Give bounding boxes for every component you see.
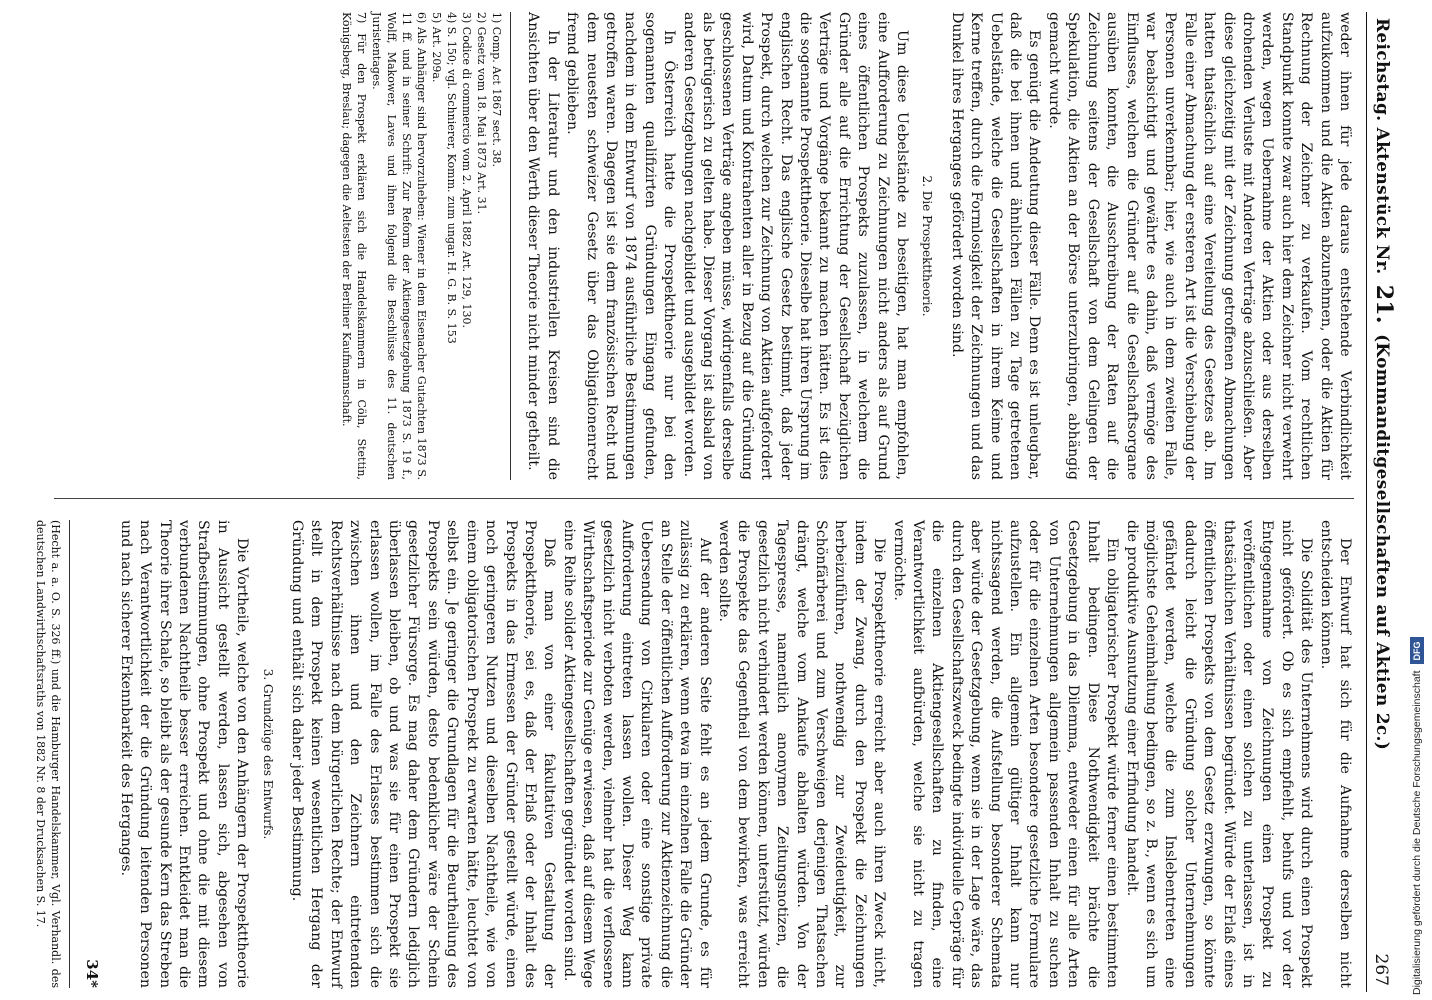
credit-text: Digitalisierung gefördert durch die Deutsche Forschungsgemeinschaft	[1411, 670, 1423, 995]
footnote: 3) Codice di commercio vom 2. April 1882 Art. 129, 130.	[459, 12, 473, 328]
footnote: 6) Als Anhänger sind hervorzuheben: Wiener in dem Eisenacher Gutachten 1873 S. 11 ff. und in seiner Schrift: Zur Reform der Aktiengesetzgebung 1873 S. 19 f., Wolff, Makower, Laves und ihnen folgend die Beschlüsse des 11. deutschen Juristentages.	[369, 12, 428, 480]
right-paragraph: Der Entwurf hat sich für die Aufnahme derselben nicht entscheiden können.	[1317, 520, 1353, 988]
left-footnotes	[339, 12, 511, 480]
footnote: 1) Comp. Act 1867 sect. 38.	[489, 12, 503, 168]
right-paragraph: Auf der anderen Seite fehlt es an jedem Grunde, es für zulässig zu erklären, wenn etwa im einzelnen Falle die Gründer an Stelle der öffentlichen Aufforderung zur Aktienzeichnung die Uebersendung von Cirkularen oder eine sonstige private Aufforderung eintreten lassen wollen. Dieser Weg kann gesetzlich nicht verboten werden, vielmehr hat die verflossene Wirthschaftsperiode zur Genüge erwiesen, daß auf diesem Wege eine Reihe solider Aktiengesellschaften gegründet worden sind.	[560, 520, 713, 988]
dfg-logo: DFG	[1410, 637, 1424, 664]
right-paragraph: Daß man von einer fakultativen Gestaltung der Prospekttheorie, sei es, daß der Erlaß oder der Inhalt des Prospekts in das Ermessen der Gründer gestellt würde, einen noch geringeren Nutzen und dieselben Nachtheile, wie von einem obligatorischen Prospekt zu erwarten hätte, leuchtet von selbst ein. Je geringer die Grundlagen für die Beurtheilung des Prospekts sein würden, desto bedenklicher wäre der Schein gesetzlicher Fürsorge. Es mag daher dem Gründern lediglich überlassen bleiben, ob und was sie für einen Prospekt sie erlassen wollen, im Falle des Erlasses bestimmen sich die zwischen ihnen und den Zeichnern eintretenden Rechtsverhältnisse nach dem bürgerlichen Rechte; der Entwurf stellt in dem Prospekt keinen wesentlichen Hergang der Gründung und enthält sich daher jeder Bestimmung.	[289, 520, 558, 988]
left-paragraph: In Österreich hatte die Prospekttheorie nur bei den sogenannten qualifizirten Gründungen Eingang gefunden, nachdem in dem Entwurf von 1874 ausführliche Bestimmungen getroffen waren. Dagegen ist sie dem französischen Recht und dem neuesten schweizer Gesetz über das Obligationenrecht fremd geblieben.	[564, 12, 678, 480]
header-title	[1371, 18, 1397, 750]
right-column	[33, 520, 1354, 988]
page-number: 267	[1371, 953, 1391, 986]
footnote: 4) S. 150; vgl. Schnierer, Komm. zum ungar. H. G. B. S. 153	[444, 12, 458, 344]
right-footnotes	[33, 520, 70, 988]
right-paragraph: Die Vortheile, welche von den Anhängern der Prospekttheorie in Aussicht gestellt werden, lassen sich, abgesehen von Strafbestimmungen, ohne Prospekt und ohne die mit diesem verbundenen Nachtheile besser erreichen. Entkleidet man die Theorie ihrer Schale, so bleibt als der gesunde Kern das Streben nach Verantwortlichkeit der die Gründung leitenden Personen und nach sicherer Erkennbarkeit des Herganges.	[117, 520, 251, 988]
left-paragraph: Es genügt die Andeutung dieser Fälle. Denn es ist unleugbar, daß die bei ihnen und ähnlichen Fällen zu Tage getretenen Uebelstände, welche die Gesellschaften in ihrem Keime und Kerne treffen, durch die Formlosigkeit der Zeichnungen und das Dunkel ihres Herganges gefördert worden sind.	[948, 12, 1043, 480]
left-paragraph: Um diese Uebelstände zu beseitigen, hat man empfohlen, eine Aufforderung zu Zeichnungen nicht anders als auf Grund eines öffentlichen Prospekts zuzulassen, in welchem die Gründer alle auf die Errichtung der Gesellschaft bezüglichen Verträge und Vorgänge bekannt zu machen hätten. Es ist dies die sogenannte Prospekttheorie. Dieselbe hat ihren Ursprung im englischen Recht. Das englische Gesetz bestimmt, daß jeder Prospekt, durch welchen zur Zeichnung von Aktien aufgefordert wird, Datum und Kontrahenten aller in Bezug auf die Gründung geschlossenen Verträge angeben müsse, widrigenfalls derselbe als betrügerisch zu gelten habe. Dieser Vorgang ist alsbald von anderen Gesetzgebungen nachgebildet und ausgebildet worden.	[680, 12, 911, 480]
document-number: 21.	[1371, 284, 1397, 324]
right-paragraph: Die Solidität des Unternehmens wird durch einen Prospekt nicht gefördert. Ob es sich empfiehlt, behufs und vor der Entgegennahme von Zeichnungen einen Prospekt zu veröffentlichen oder einen solchen zu unterlassen, ist in thatsächlichen Verhältnissen begründet. Würde der Erlaß eines öffentlichen Prospekts von dem Gesetz erzwungen, so könnte dadurch leicht die Gründung solcher Unternehmungen gefährdet werden, welche die zum Inslebentreten eine möglichste Geheimhaltung bedingen, so z. B., wenn es sich um die produktive Ausnutzung einer Erfindung handelt.	[1123, 520, 1315, 988]
left-paragraph: weder ihnen für jede daraus entstehende Verbindlichkeit aufzukommen und die Aktien abzunehmen, oder die Aktien für Rechnung der Zeichner zu verkaufen. Vom rechtlichen Standpunkt konnte zwar auch hier dem Zeichner nicht verwehrt werden, wegen Uebernahme der Aktien oder aus derselben drohenden Verluste mit Anderen Verträge abzuschließen. Aber diese gleichzeitig mit der Zeichnung getroffenen Abmachungen hatten thatsächlich auf eine Vereitelung des Gesetzes ab. Im Falle einer Abmachung der ersteren Art ist die Verschiebung der Personen unverkennbar; hier, wie auch in dem zweiten Falle, war beabsichtigt und gewährte es dahin, daß vermöge des Einflusses, welchen die Gründer auf die Gesellschaftsorgane ausüben konnten, die Ausschreibung der Raten auf die Zeichnung seitens der Gesellschaft von dem Gelingen der Spekulation, die Aktien an der Börse unterzubringen, abhängig gemacht wurde.	[1045, 12, 1353, 480]
left-paragraph: In der Literatur und den industriellen Kreisen sind die Ansichten über den Werth dieser Theorie nicht minder getheilt.	[525, 12, 561, 480]
left-column	[339, 12, 1354, 480]
header-left-text: Reichstag. Aktenstück Nr.	[1372, 18, 1392, 275]
footnote: 2) Gesetz vom 18. Mai 1873 Art. 31.	[474, 12, 488, 215]
right-paragraph: Ein obligatorischer Prospekt würde ferner einen bestimmten Inhalt bedingen. Diese Nothwendigkeit brächte die Gesetzgebung in das Dilemma, entweder einen für alle Arten von Unternehmungen allgemein passenden Inhalt zu suchen oder für die einzelnen Arten besondere gesetzliche Formulare aufzustellen. Ein allgemein gültiger Inhalt kann nur nichtssagend werden, die Aufstellung besonderer Schemata aber würde der Gesetzgebung, wenn sie in der Lage wäre, das durch den Gesellschaftszweck bedingte individuelle Gepräge für die einzelnen Aktiengesellschaften zu finden, eine Verantwortlichkeit aufbürden, welche sie nicht zu tragen vermöchte.	[890, 520, 1121, 988]
footnote: 7) Für den Prospekt erklären sich die Handelskammern in Cöln, Stettin, Königsberg, Breslau; dagegen die Aeltesten der Berliner Kaufmannschaft.	[339, 12, 368, 480]
rotated-page-content	[30, 12, 1400, 992]
footnote: (Hecht a. a. O. S. 326 ff.) und die Hamburger Handelskammer, Vgl. Verhandl. des deutschen Landwirthschaftsraths von 1882 Nr. 8 der Drucksachen S. 17.	[34, 520, 62, 988]
page-header	[1366, 12, 1400, 992]
footnote: 5) Art. 209a.	[429, 12, 443, 83]
column-divider	[54, 498, 1354, 499]
sheet-signature: 34*	[83, 959, 102, 988]
section-heading-grundzuege: 3. Grundzüge des Entwurfs.	[260, 668, 275, 840]
header-center-text: (Kommanditgesellschaften auf Aktien 2c.)	[1372, 334, 1392, 751]
right-paragraph: Die Prospekttheorie erreicht aber auch ihren Zweck nicht, indem der Zwang, durch den Prospekt die Zeichnungen herbeizuführen, nothwendig zur Zweideutigkeit, zur Schönfärberei und zum Verschweigen derjenigen Thatsachen drängt, welche vom Ankaufe abhalten würden. Von der Tagespresse, namentlich anonymen Zeitungsnotizen, die gesetzlich nicht verhindert werden können, unterstützt, würden die Prospekte das Gegentheil von dem bewirken, was erreicht werden sollte.	[716, 520, 888, 988]
digitization-credit	[1410, 637, 1424, 995]
section-heading-prospekttheorie: 2. Die Prospekttheorie.	[920, 175, 935, 317]
